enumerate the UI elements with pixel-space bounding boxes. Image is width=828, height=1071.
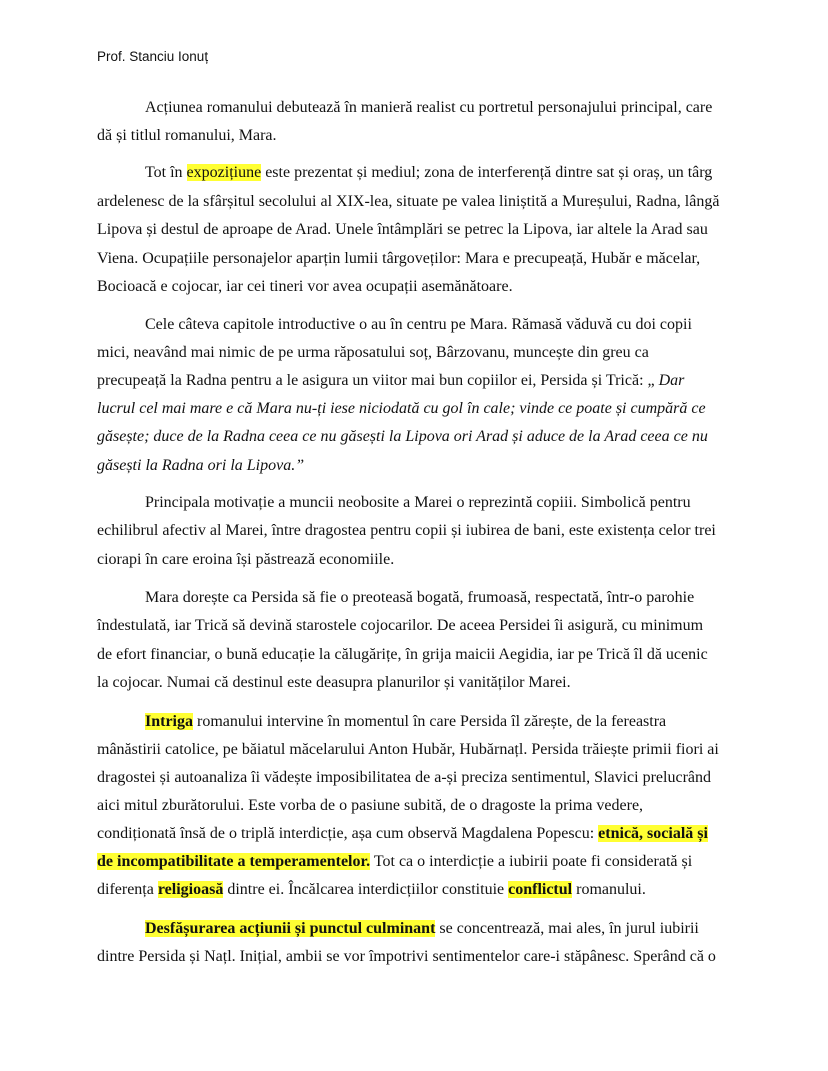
text-segment: mânăstirii catolice, pe băiatul măcelarului Anton Hubăr, Hubărnațl. Persida trăiește primii fiori ai bbox=[97, 741, 719, 758]
quoted-text: găsește; duce de la Radna ceea ce nu găsești la Lipova ori Arad și aduce de la Arad ceea ce nu bbox=[97, 428, 708, 445]
text-segment: echilibrul afectiv al Marei, între dragostea pentru copii și iubirea de bani, este existența celor trei bbox=[97, 522, 716, 539]
page-header-author: Prof. Stanciu Ionuț bbox=[97, 49, 209, 64]
paragraph-2-line bbox=[97, 249, 700, 269]
quoted-text: Dar bbox=[658, 372, 685, 389]
paragraph-3-line bbox=[97, 343, 649, 363]
text-segment: dintre ei. Încălcarea interdicțiilor constituie bbox=[223, 881, 509, 898]
paragraph-6-line bbox=[145, 712, 666, 732]
text-segment: romanului. bbox=[572, 881, 646, 898]
paragraph-3-line bbox=[97, 427, 708, 447]
paragraph-5-line bbox=[97, 673, 571, 693]
paragraph-6-line bbox=[97, 852, 692, 872]
text-segment: romanului intervine în momentul în care Persida îl zărește, de la fereastra bbox=[193, 713, 667, 730]
highlighted-text: conflictul bbox=[508, 881, 573, 898]
quoted-text: găsești la Radna ori la Lipova.” bbox=[97, 457, 305, 474]
paragraph-3-line bbox=[97, 399, 706, 419]
text-segment: îndestulată, iar Trică să devină starostele cojocarilor. De aceea Persidei îi asigură, cu minimum bbox=[97, 617, 704, 634]
highlighted-text: Intriga bbox=[145, 713, 193, 730]
text-segment: condiționată însă de o triplă interdicție, așa cum observă Magdalena Popescu: bbox=[97, 825, 599, 842]
paragraph-6-line bbox=[97, 880, 646, 900]
text-segment: ciorapi în care eroina își păstrează economiile. bbox=[97, 551, 395, 568]
paragraph-3-line bbox=[145, 315, 692, 335]
paragraph-2-line bbox=[97, 220, 708, 240]
text-segment: se concentrează, mai ales, în jurul iubirii bbox=[435, 920, 699, 937]
text-segment: la cojocar. Numai că destinul este deasupra planurilor și vanităților Marei. bbox=[97, 674, 571, 691]
paragraph-2-line bbox=[97, 277, 513, 297]
text-segment: Mara dorește ca Persida să fie o preoteasă bogată, frumoasă, respectată, într-o parohie bbox=[145, 589, 695, 606]
paragraph-4-line bbox=[97, 521, 716, 541]
paragraph-1-line bbox=[145, 98, 712, 118]
text-segment: dragostei și autoanaliza îi vădește imposibilitatea de a-și preciza sentimentul, Slavici prelucrând bbox=[97, 769, 712, 786]
text-segment: Cele câteva capitole introductive o au în centru pe Mara. Rămasă văduvă cu doi copii bbox=[145, 316, 692, 333]
text-segment: mici, neavând mai nimic de pe urma răposatului soț, Bârzovanu, muncește din greu ca bbox=[97, 344, 649, 361]
paragraph-6-line bbox=[97, 740, 719, 760]
paragraph-3-line bbox=[97, 371, 684, 391]
paragraph-7-line bbox=[97, 947, 716, 967]
paragraph-4-line bbox=[145, 493, 691, 513]
text-segment: Bocioacă e cojocar, iar cei tineri vor avea ocupații asemănătoare. bbox=[97, 278, 513, 295]
text-segment: ardelenesc de la sfârșitul secolului al XIX-lea, situate pe valea liniștită a Mureșului, Radna, lângă bbox=[97, 193, 720, 210]
text-segment: precupeață la Radna pentru a le asigura un viitor mai bun copiilor ei, Persida și Trică: „ bbox=[97, 372, 659, 389]
highlighted-text: Desfășurarea acțiunii și punctul culminant bbox=[145, 920, 436, 937]
paragraph-6-line bbox=[97, 796, 643, 816]
text-segment: dintre Persida și Națl. Inițial, ambii se vor împotrivi sentimentelor care-i stăpânesc. Sperând că o bbox=[97, 948, 716, 965]
text-segment: aici mitul zburătorului. Este vorba de o pasiune subită, de o dragoste la prima vedere, bbox=[97, 797, 644, 814]
paragraph-1-line bbox=[97, 126, 277, 146]
text-segment: Tot ca o interdicție a iubirii poate fi considerată și bbox=[370, 853, 693, 870]
text-segment: Viena. Ocupațiile personajelor aparțin lumii târgoveților: Mara e precupeață, Hubăr e măcelar, bbox=[97, 250, 701, 267]
text-segment: este prezentat și mediul; zona de interferență dintre sat și oraș, un târg bbox=[261, 164, 713, 181]
text-segment: Acțiunea romanului debutează în manieră realist cu portretul personajului principal, care bbox=[145, 99, 713, 116]
paragraph-5-line bbox=[145, 588, 694, 608]
text-segment: de efort financiar, o bună educație la călugărițe, în grija maicii Aegidia, iar pe Trică îl dă ucenic bbox=[97, 646, 708, 663]
text-segment: dă și titlul romanului, Mara. bbox=[97, 127, 277, 144]
paragraph-2-line bbox=[97, 192, 719, 212]
paragraph-7-line bbox=[145, 919, 699, 939]
paragraph-4-line bbox=[97, 550, 394, 570]
paragraph-5-line bbox=[97, 645, 708, 665]
text-segment: diferența bbox=[97, 881, 158, 898]
paragraph-6-line bbox=[97, 824, 708, 844]
text-segment: Lipova și destul de aproape de Arad. Unele întâmplări se petrec la Lipova, iar altele la Arad sau bbox=[97, 221, 708, 238]
paragraph-2-line bbox=[145, 163, 712, 183]
text-segment: Principala motivație a muncii neobosite a Marei o reprezintă copiii. Simbolică pentru bbox=[145, 494, 691, 511]
highlighted-text: expozițiune bbox=[186, 164, 262, 181]
paragraph-3-line bbox=[97, 456, 304, 476]
highlighted-text: etnică, socială și bbox=[598, 825, 708, 842]
paragraph-5-line bbox=[97, 616, 703, 636]
quoted-text: lucrul cel mai mare e că Mara nu-ți iese niciodată cu gol în cale; vinde ce poate și cumpără ce bbox=[97, 400, 706, 417]
highlighted-text: de incompatibilitate a temperamentelor. bbox=[97, 853, 371, 870]
highlighted-text: religioasă bbox=[157, 881, 224, 898]
paragraph-6-line bbox=[97, 768, 711, 788]
text-segment: Tot în bbox=[145, 164, 187, 181]
